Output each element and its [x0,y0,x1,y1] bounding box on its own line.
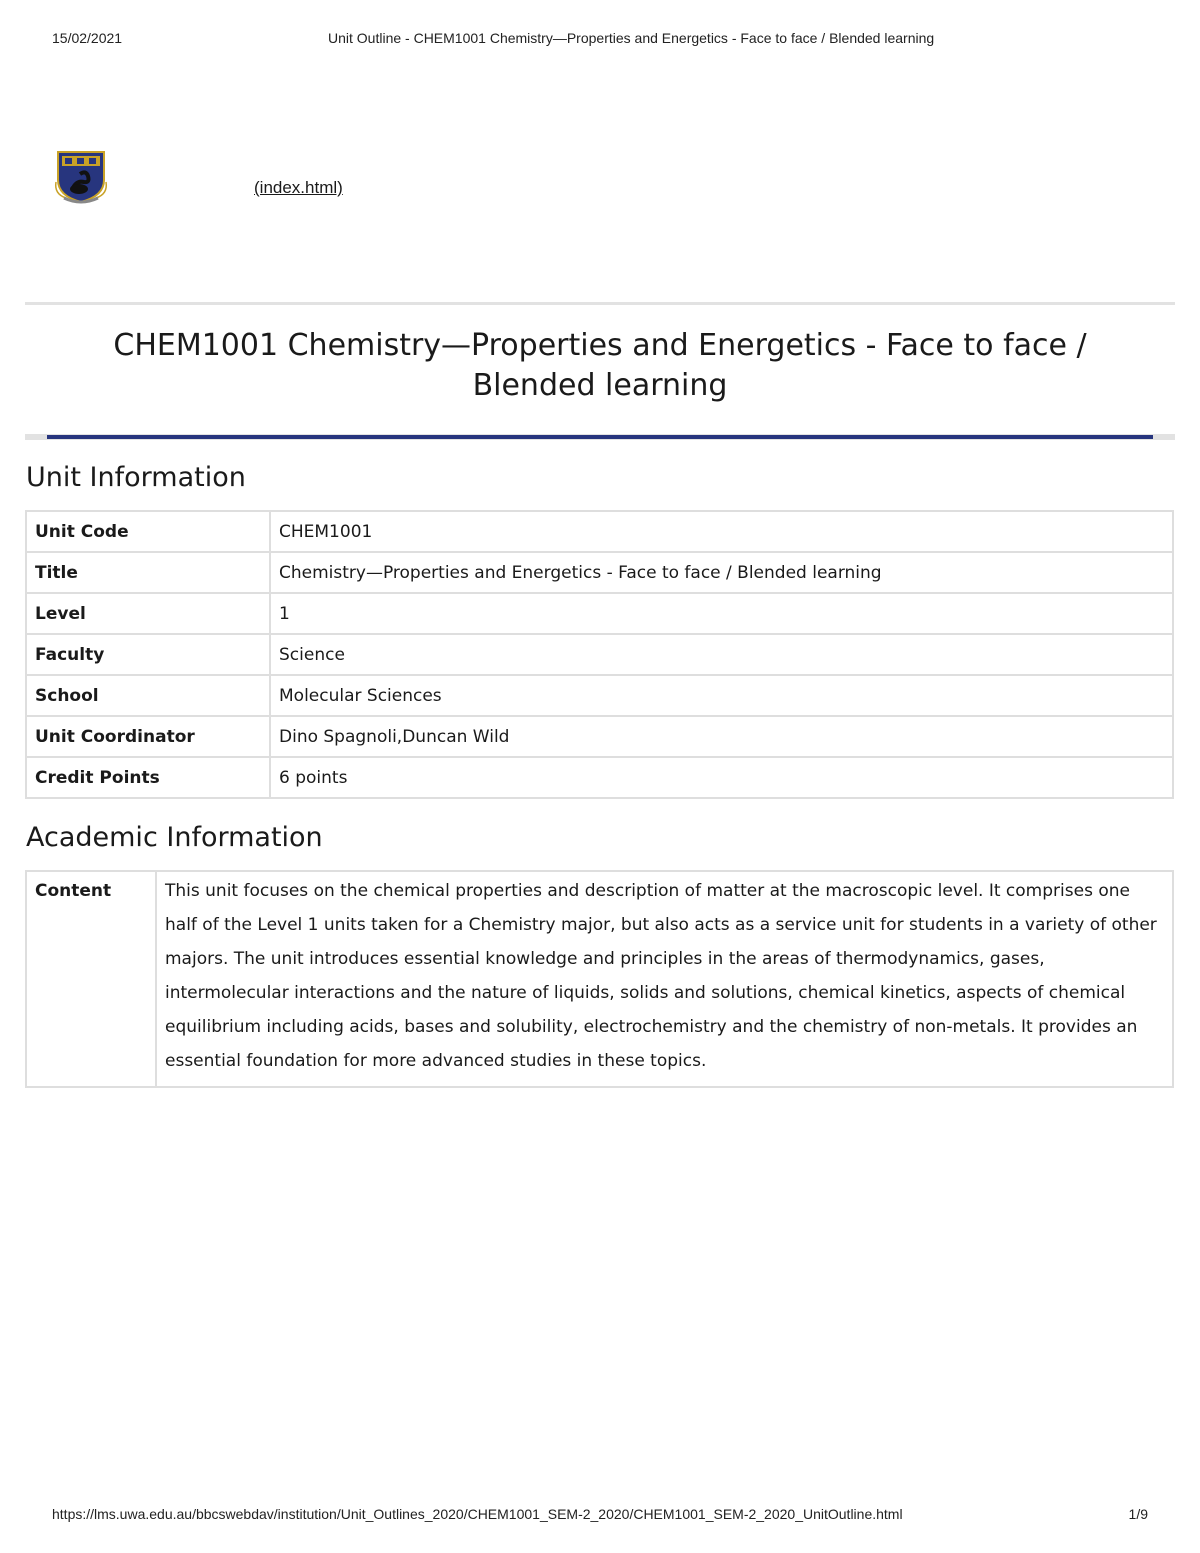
row-value: Molecular Sciences [270,675,1173,716]
unit-information-table [25,510,1174,799]
unit-information-heading: Unit Information [26,462,246,493]
table-row [26,871,1173,1087]
page-title [25,326,1175,406]
table-row [26,634,1173,675]
row-label: Level [26,593,270,634]
print-date: 15/02/2021 [52,30,123,46]
print-header [52,30,1148,50]
table-row [26,511,1173,552]
table-row [26,716,1173,757]
table-row [26,757,1173,798]
row-label: Content [26,871,156,1087]
row-label: School [26,675,270,716]
table-row [26,675,1173,716]
row-label: Unit Coordinator [26,716,270,757]
row-value: CHEM1001 [270,511,1173,552]
academic-information-heading: Academic Information [26,822,323,853]
academic-information-table [25,870,1174,1088]
row-value: Science [270,634,1173,675]
university-crest-icon[interactable] [50,136,112,204]
page-title-line2: Blended learning [472,368,728,403]
page-title-line1: CHEM1001 Chemistry—Properties and Energetics - Face to face / [113,328,1087,363]
table-row [26,593,1173,634]
content-description: This unit focuses on the chemical properties and description of matter at the macroscopic level. It comprises one half of the Level 1 units taken for a Chemistry major, but also acts as a service unit for students in a variety of other majors. The unit introduces essential knowledge and principles in the areas of thermodynamics, gases, intermolecular interactions and the nature of liquids, solids and solutions, chemical kinetics, aspects of chemical equilibrium including acids, bases and solubility, electrochemistry and the chemistry of non-metals. It provides an essential foundation for more advanced studies in these topics. [156,871,1173,1087]
print-footer [52,1506,1148,1526]
row-label: Faculty [26,634,270,675]
page-number: 1/9 [1128,1506,1148,1522]
row-value: 6 points [270,757,1173,798]
row-value: Chemistry—Properties and Energetics - Face to face / Blended learning [270,552,1173,593]
row-label: Title [26,552,270,593]
row-value: 1 [270,593,1173,634]
row-label: Credit Points [26,757,270,798]
row-value: Dino Spagnoli,Duncan Wild [270,716,1173,757]
header-divider [25,302,1175,305]
title-divider-accent [47,435,1153,439]
row-label: Unit Code [26,511,270,552]
print-title: Unit Outline - CHEM1001 Chemistry—Properties and Energetics - Face to face / Blended learning [328,30,935,46]
index-link[interactable]: (index.html) [254,178,343,197]
table-row [26,552,1173,593]
print-url: https://lms.uwa.edu.au/bbcswebdav/institution/Unit_Outlines_2020/CHEM1001_SEM-2_2020/CHEM1001_SEM-2_2020_UnitOutline.html [52,1506,903,1522]
